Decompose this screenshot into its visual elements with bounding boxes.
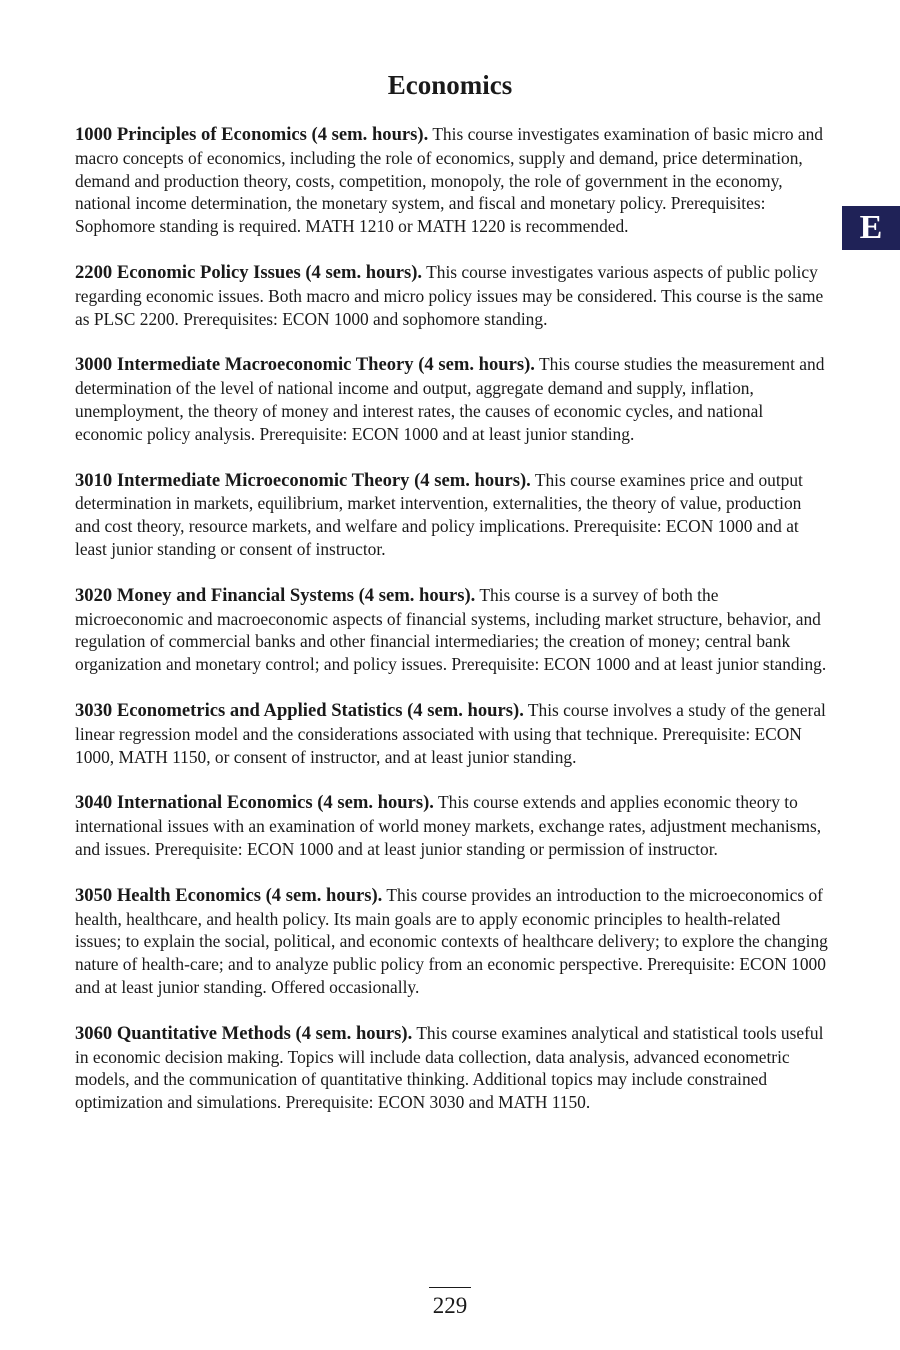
course-heading: 3010 Intermediate Microeconomic Theory (4 sem. hours). bbox=[75, 469, 531, 491]
course-entry-3040 bbox=[75, 791, 830, 860]
page-number: 229 bbox=[432, 1293, 468, 1318]
course-description: This course investigates various aspects of public policy regarding economic issues. Both macro and micro policy issues may be considered. This course is the same as PLSC 2200. Prerequisites: ECON 1000 and sophomore standing. bbox=[75, 261, 824, 329]
course-list bbox=[75, 123, 830, 1137]
course-entry-3000 bbox=[75, 353, 830, 445]
course-description: This course examines price and output determination in markets, equilibrium, market intervention, externalities, the theory of value, production and cost theory, resource markets, and welfare and policy implications. Prerequisite: ECON 1000 and at least junior standing or consent of instructor. bbox=[75, 469, 803, 559]
course-description: This course provides an introduction to the microeconomics of health, healthcare, and health policy. Its main goals are to apply economic principles to health-related issues; to explain the social, political, and economic contexts of healthcare delivery; to explore the changing nature of health-care; and to analyze public policy from an economic perspective. Prerequisite: ECON 1000 and at least junior standing. Offered occasionally. bbox=[75, 884, 828, 997]
course-description: This course examines analytical and statistical tools useful in economic decision making. Topics will include data collection, data analysis, advanced econometric models, and the communication of quantitative thinking. Additional topics may include constrained optimization and simulations. Prerequisite: ECON 3030 and MATH 1150. bbox=[75, 1022, 824, 1113]
course-entry-3020 bbox=[75, 584, 830, 676]
course-entry-2200 bbox=[75, 261, 830, 330]
course-heading: 3040 International Economics (4 sem. hours). bbox=[75, 792, 434, 814]
section-tab-e: E bbox=[842, 206, 900, 250]
course-entry-3050 bbox=[75, 884, 830, 999]
course-description: This course involves a study of the general linear regression model and the considerations associated with using that technique. Prerequisite: ECON 1000, MATH 1150, or consent of instructor, and at least junior standing. bbox=[75, 699, 826, 767]
course-entry-3060 bbox=[75, 1022, 830, 1114]
course-entry-3030 bbox=[75, 699, 830, 768]
course-entry-3010 bbox=[75, 469, 830, 561]
course-description: This course is a survey of both the microeconomic and macroeconomic aspects of financial systems, including market structure, behavior, and regulation of commercial banks and other financial intermediaries; the creation of money; central bank organization and monetary control; and policy issues. Prerequisite: ECON 1000 and at least junior standing. bbox=[75, 584, 827, 675]
course-heading: 3000 Intermediate Macroeconomic Theory (4 sem. hours). bbox=[75, 354, 535, 376]
course-entry-1000 bbox=[75, 123, 830, 238]
page-title: Economics bbox=[387, 70, 513, 100]
page-number-rule bbox=[429, 1287, 471, 1288]
course-heading: 3020 Money and Financial Systems (4 sem. hours). bbox=[75, 584, 476, 606]
course-heading: 1000 Principles of Economics (4 sem. hours). bbox=[75, 124, 429, 145]
course-heading: 3050 Health Economics (4 sem. hours). bbox=[75, 884, 383, 906]
course-heading: 3030 Econometrics and Applied Statistics (4 sem. hours). bbox=[75, 699, 524, 721]
course-heading: 3060 Quantitative Methods (4 sem. hours). bbox=[75, 1022, 413, 1044]
course-description: This course investigates examination of basic micro and macro concepts of economics, including the role of economics, supply and demand, price determination, demand and production theory, costs, competition, monopoly, the role of government in the economy, national income determination, the monetary system, and fiscal and monetary policy. Prerequisites: Sophomore standing is required. MATH 1210 or MATH 1220 is recommended. bbox=[75, 124, 824, 237]
course-description: This course studies the measurement and determination of the level of national income and output, aggregate demand and supply, inflation, unemployment, the theory of money and interest rates, the causes of economic cycles, and national economic policy analysis. Prerequisite: ECON 1000 and at least junior standing. bbox=[75, 354, 825, 444]
course-description: This course extends and applies economic theory to international issues with an examination of world money markets, exchange rates, adjustment mechanisms, and issues. Prerequisite: ECON 1000 and at least junior standing or permission of instructor. bbox=[75, 792, 822, 859]
course-heading: 2200 Economic Policy Issues (4 sem. hours). bbox=[75, 261, 423, 283]
